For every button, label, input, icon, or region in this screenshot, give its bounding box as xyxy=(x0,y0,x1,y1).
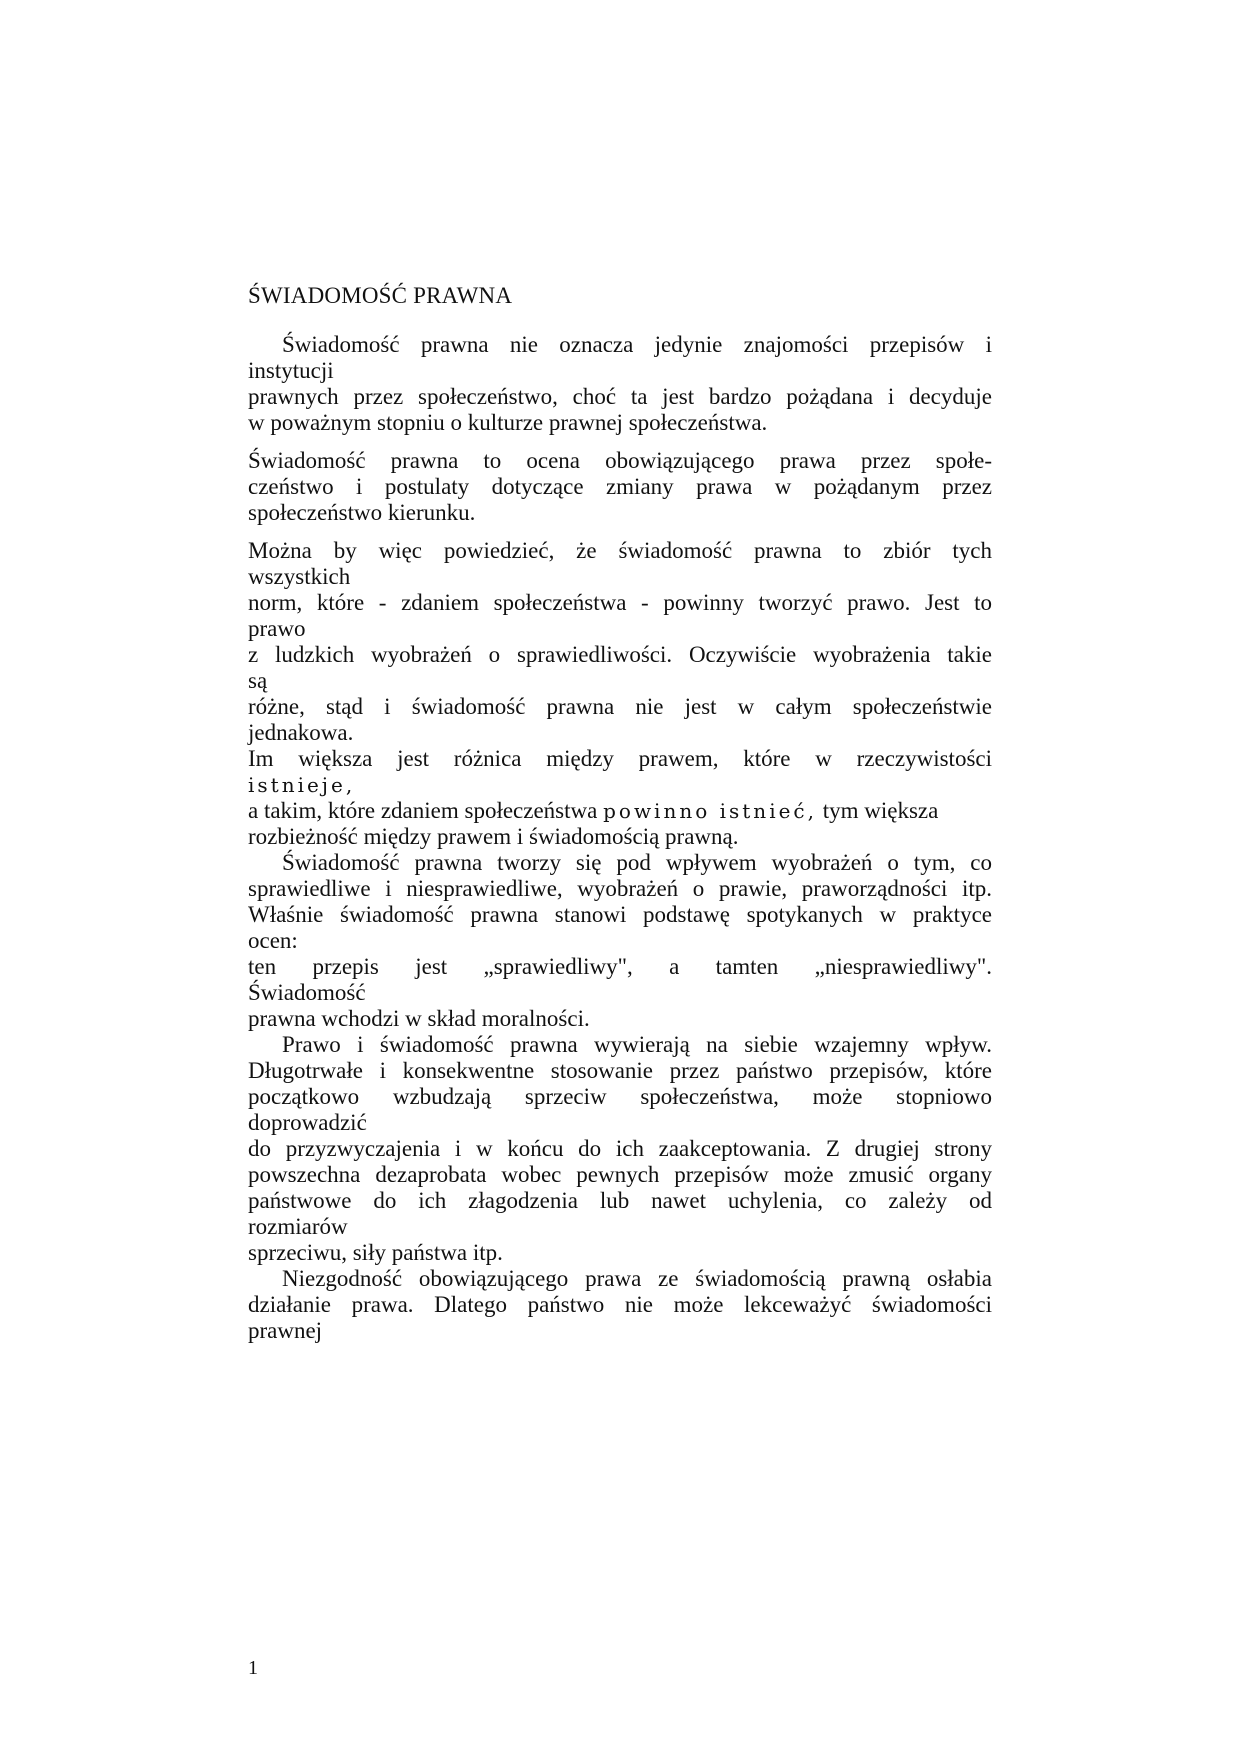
text-line: prawna wchodzi w skład moralności. xyxy=(248,1006,590,1031)
text-line: społeczeństwo kierunku. xyxy=(248,500,476,525)
document-title: ŚWIADOMOŚĆ PRAWNA xyxy=(248,283,513,308)
text-line: wszystkich xyxy=(248,564,351,589)
text-line: ocen: xyxy=(248,928,298,953)
text-line: Świadomość xyxy=(248,980,366,1005)
text-line: sprzeciwu, siły państwa itp. xyxy=(248,1240,503,1265)
text-line: sprawiedliwe i niesprawiedliwe, wyobrażeń o prawie, praworządności itp. xyxy=(248,876,992,901)
text-line: Im większa jest różnica między prawem, które w rzeczywistości xyxy=(248,746,992,771)
text-line-emphasis: istnieje, xyxy=(248,773,356,797)
text-line: norm, które - zdaniem społeczeństwa - powinny tworzyć prawo. Jest to xyxy=(248,590,992,615)
text-line: rozbieżność między prawem i świadomością prawną. xyxy=(248,824,739,849)
text-line: Można by więc powiedzieć, że świadomość prawna to zbiór tych xyxy=(248,538,992,563)
text-line: działanie prawa. Dlatego państwo nie może lekceważyć świadomości xyxy=(248,1292,992,1317)
text-line: jednakowa. xyxy=(248,720,354,745)
text-line: do przyzwyczajenia i w końcu do ich zaakceptowania. Z drugiej strony xyxy=(248,1136,992,1161)
text-line: Niezgodność obowiązującego prawa ze świadomością prawną osłabia xyxy=(282,1266,992,1291)
text-line-mixed xyxy=(248,798,992,824)
text-line: z ludzkich wyobrażeń o sprawiedliwości. Oczywiście wyobrażenia takie xyxy=(248,642,992,667)
text-line: w poważnym stopniu o kulturze prawnej społeczeństwa. xyxy=(248,410,768,435)
text-line: są xyxy=(248,668,268,693)
text-line: instytucji xyxy=(248,358,334,383)
document-body xyxy=(248,332,992,1344)
text-line: prawnych przez społeczeństwo, choć ta jest bardzo pożądana i decyduje xyxy=(248,384,992,409)
text-fragment: tym większa xyxy=(822,798,939,823)
text-line: Świadomość prawna tworzy się pod wpływem wyobrażeń o tym, co xyxy=(282,850,992,875)
page-number: 1 xyxy=(248,1657,258,1679)
text-line: Właśnie świadomość prawna stanowi podstawę spotykanych w praktyce xyxy=(248,902,992,927)
text-line: prawnej xyxy=(248,1318,323,1343)
text-line: ten przepis jest „sprawiedliwy", a tamten „niesprawiedliwy". xyxy=(248,954,992,979)
text-line: państwowe do ich złagodzenia lub nawet uchylenia, co zależy od xyxy=(248,1188,992,1213)
text-line: rozmiarów xyxy=(248,1214,348,1239)
text-line: prawo xyxy=(248,616,306,641)
text-line: czeństwo i postulaty dotyczące zmiany prawa w pożądanym przez xyxy=(248,474,992,499)
text-line: powszechna dezaprobata wobec pewnych przepisów może zmusić organy xyxy=(248,1162,992,1187)
text-emphasis: powinno istnieć, xyxy=(603,799,817,823)
text-line: Długotrwałe i konsekwentne stosowanie przez państwo przepisów, które xyxy=(248,1058,992,1083)
text-line: różne, stąd i świadomość prawna nie jest w całym społeczeństwie xyxy=(248,694,992,719)
text-line: początkowo wzbudzają sprzeciw społeczeństwa, może stopniowo xyxy=(248,1084,992,1109)
text-line: Prawo i świadomość prawna wywierają na siebie wzajemny wpływ. xyxy=(282,1032,992,1057)
text-line: Świadomość prawna to ocena obowiązującego prawa przez społe- xyxy=(248,448,992,473)
text-line: Świadomość prawna nie oznacza jedynie znajomości przepisów i xyxy=(282,332,992,357)
text-fragment: a takim, które zdaniem społeczeństwa xyxy=(248,798,598,823)
text-line: doprowadzić xyxy=(248,1110,367,1135)
